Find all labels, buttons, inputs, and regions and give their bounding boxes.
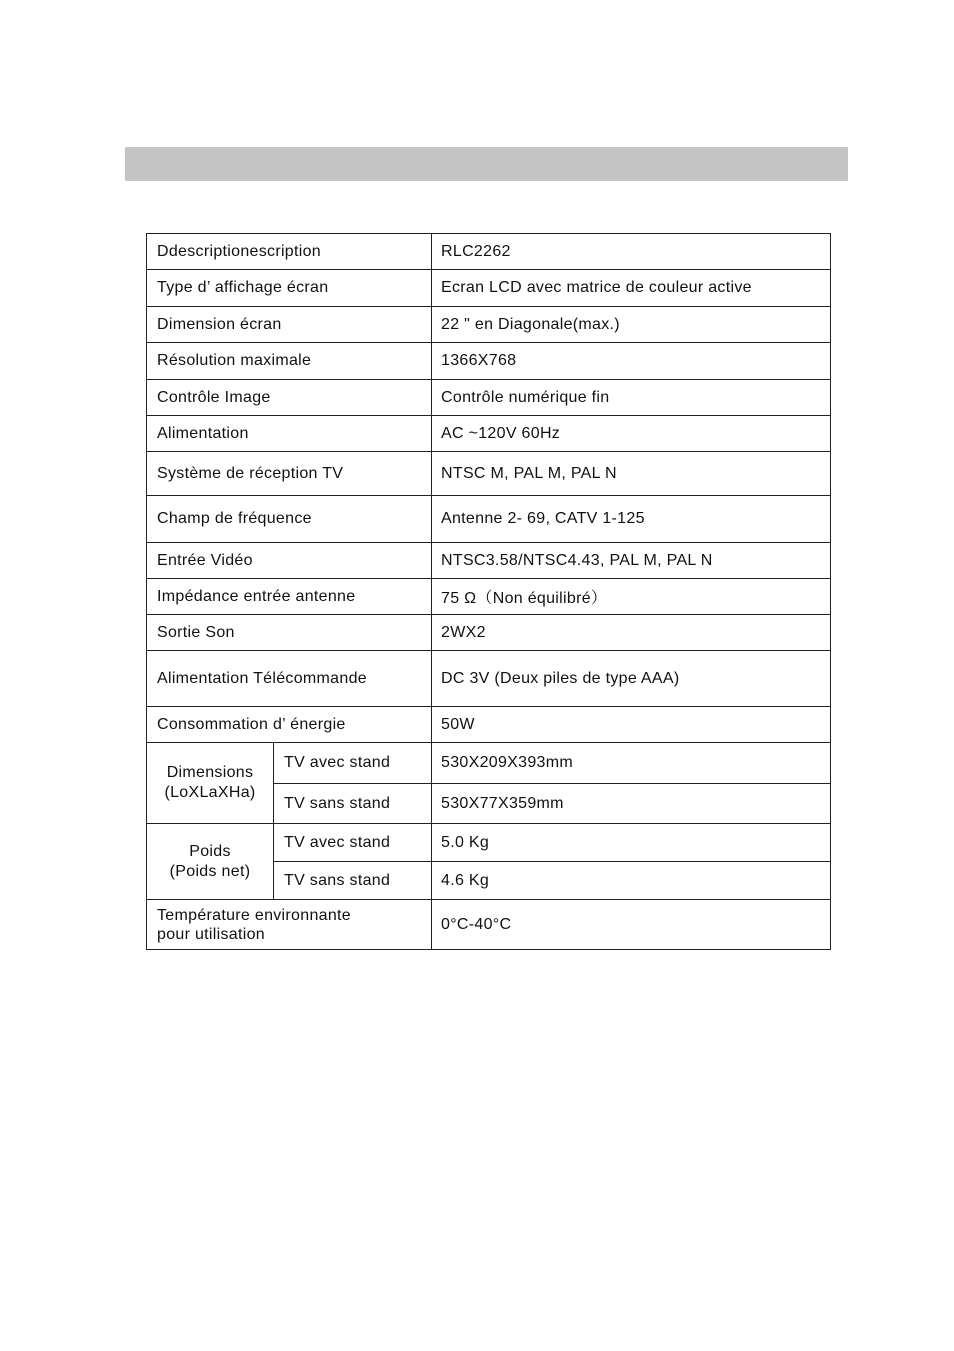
table-row (147, 707, 831, 743)
table-row (147, 270, 831, 307)
table-row (147, 380, 831, 416)
row-value: 50W (432, 707, 831, 743)
table-row (147, 743, 831, 784)
table-row (147, 307, 831, 343)
row-label: Sortie Son (147, 615, 432, 651)
row-value: 0°C-40°C (432, 900, 831, 950)
row-value: 75 Ω（Non équilibré） (432, 579, 831, 615)
row-label: Impédance entrée antenne (147, 579, 432, 615)
temperature-label (147, 900, 432, 950)
weight-group-label (147, 824, 274, 900)
row-label: Dimension écran (147, 307, 432, 343)
row-value: 530X77X359mm (432, 784, 831, 824)
row-label: Type d’ affichage écran (147, 270, 432, 307)
row-value: Contrôle numérique fin (432, 380, 831, 416)
row-value: DC 3V (Deux piles de type AAA) (432, 651, 831, 707)
sub-label: TV sans stand (274, 862, 432, 900)
spec-table (146, 233, 831, 950)
table-row (147, 416, 831, 452)
row-value: 5.0 Kg (432, 824, 831, 862)
row-label: Système de réception TV (147, 452, 432, 496)
section-header-band (125, 147, 848, 181)
row-label: Alimentation Télécommande (147, 651, 432, 707)
table-row (147, 496, 831, 543)
temperature-label-line2: pour utilisation (157, 925, 265, 943)
row-label: Résolution maximale (147, 343, 432, 380)
row-label: Ddescriptionescription (147, 234, 432, 270)
table-row (147, 234, 831, 270)
row-value: Ecran LCD avec matrice de couleur active (432, 270, 831, 307)
weight-label: Poids (189, 842, 231, 860)
row-label: Alimentation (147, 416, 432, 452)
row-value: AC ~120V 60Hz (432, 416, 831, 452)
dimensions-label: Dimensions (166, 764, 254, 781)
row-value: 1366X768 (432, 343, 831, 380)
row-value: RLC2262 (432, 234, 831, 270)
row-value: 4.6 Kg (432, 862, 831, 900)
row-label: Contrôle Image (147, 380, 432, 416)
table-row (147, 824, 831, 862)
row-value: 2WX2 (432, 615, 831, 651)
weight-unit-label: (Poids net) (169, 862, 251, 880)
table-row (147, 543, 831, 579)
table-row (147, 343, 831, 380)
sub-label: TV avec stand (274, 743, 432, 784)
temperature-label-line1: Température environnante (157, 906, 351, 924)
table-row (147, 615, 831, 651)
row-value: 530X209X393mm (432, 743, 831, 784)
row-value: NTSC3.58/NTSC4.43, PAL M, PAL N (432, 543, 831, 579)
table-row (147, 452, 831, 496)
row-label: Entrée Vidéo (147, 543, 432, 579)
row-value: NTSC M, PAL M, PAL N (432, 452, 831, 496)
row-value: 22 " en Diagonale(max.) (432, 307, 831, 343)
dimensions-group-label (147, 743, 274, 824)
row-label: Champ de fréquence (147, 496, 432, 543)
table-row (147, 900, 831, 950)
row-value: Antenne 2- 69, CATV 1-125 (432, 496, 831, 543)
sub-label: TV sans stand (274, 784, 432, 824)
table-row (147, 651, 831, 707)
table-row (147, 579, 831, 615)
dimensions-unit-label: (LoXLaXHa) (164, 784, 256, 801)
sub-label: TV avec stand (274, 824, 432, 862)
row-label: Consommation d’ énergie (147, 707, 432, 743)
